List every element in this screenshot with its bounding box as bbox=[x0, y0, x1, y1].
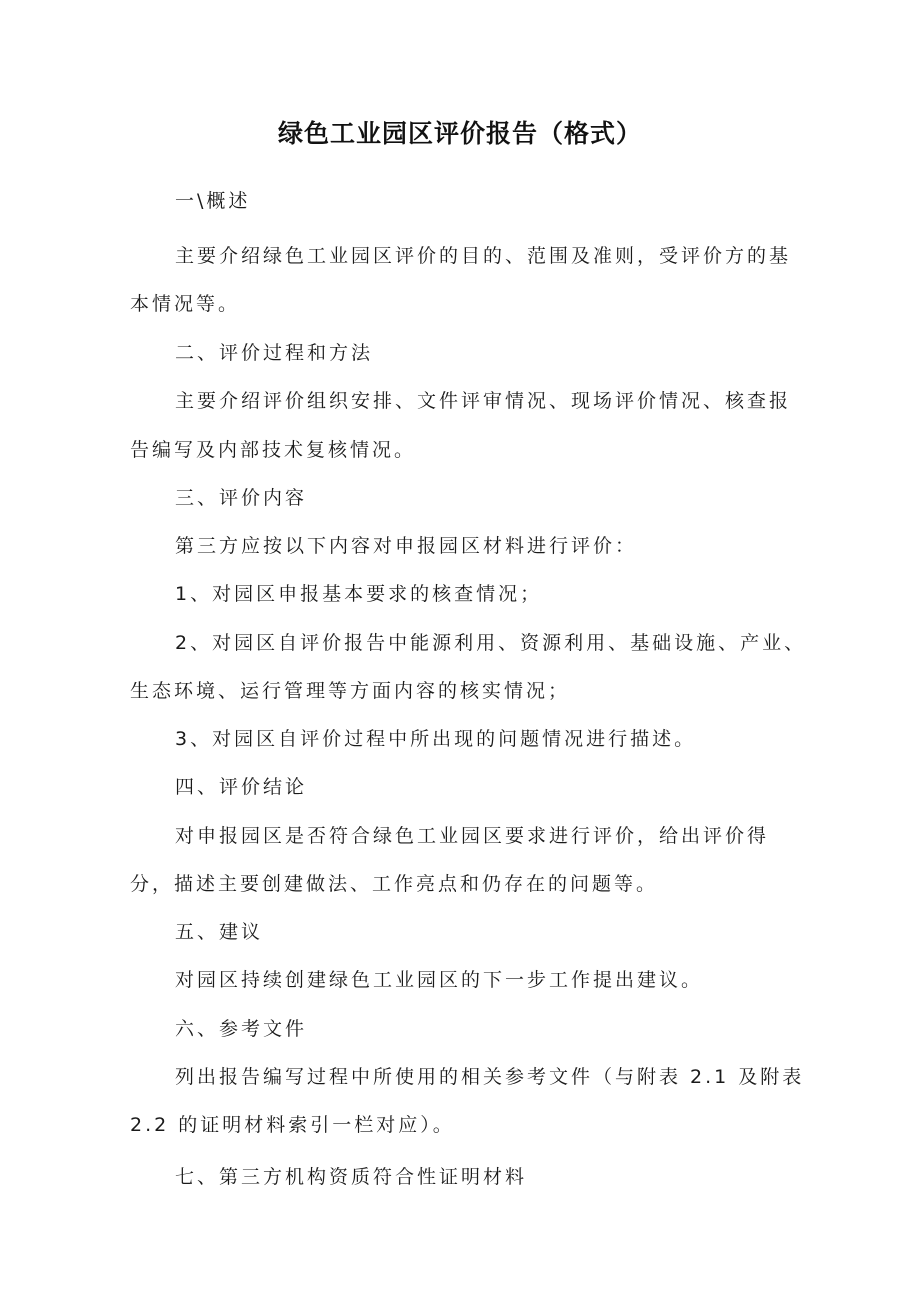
section-6-heading: 六、参考文件 bbox=[175, 1018, 308, 1040]
section-3-item-1: 1、对园区申报基本要求的核查情况； bbox=[175, 583, 543, 605]
section-1-heading: 一\概述 bbox=[175, 190, 251, 212]
document-title: 绿色工业园区评价报告（格式） bbox=[277, 119, 642, 148]
section-3-item-3: 3、对园区自评价过程中所出现的问题情况进行描述。 bbox=[175, 728, 697, 750]
section-3-heading: 三、评价内容 bbox=[175, 487, 308, 509]
section-3-intro: 第三方应按以下内容对申报园区材料进行评价： bbox=[175, 535, 638, 557]
section-2-heading: 二、评价过程和方法 bbox=[175, 342, 374, 364]
section-4-paragraph-line-2: 分，描述主要创建做法、工作亮点和仍存在的问题等。 bbox=[130, 873, 659, 895]
section-3-item-2-line-1: 2、对园区自评价报告中能源利用、资源利用、基础设施、产业、 bbox=[175, 632, 807, 654]
section-2-paragraph-line-1: 主要介绍评价组织安排、文件评审情况、现场评价情况、核查报 bbox=[175, 390, 792, 412]
section-1-paragraph-line-1: 主要介绍绿色工业园区评价的目的、范围及准则，受评价方的基 bbox=[175, 245, 792, 267]
section-4-heading: 四、评价结论 bbox=[175, 776, 308, 798]
section-7-heading: 七、第三方机构资质符合性证明材料 bbox=[175, 1166, 528, 1188]
section-5-heading: 五、建议 bbox=[175, 921, 264, 943]
section-5-paragraph: 对园区持续创建绿色工业园区的下一步工作提出建议。 bbox=[175, 969, 704, 991]
section-6-paragraph-line-2: 2.2 的证明材料索引一栏对应）。 bbox=[130, 1114, 455, 1136]
section-6-paragraph-line-1: 列出报告编写过程中所使用的相关参考文件（与附表 2.1 及附表 bbox=[175, 1066, 805, 1088]
section-3-item-2-line-2: 生态环境、运行管理等方面内容的核实情况； bbox=[130, 680, 571, 702]
section-1-paragraph-line-2: 本情况等。 bbox=[130, 293, 241, 315]
section-2-paragraph-line-2: 告编写及内部技术复核情况。 bbox=[130, 439, 417, 461]
section-4-paragraph-line-1: 对申报园区是否符合绿色工业园区要求进行评价，给出评价得 bbox=[175, 825, 770, 847]
